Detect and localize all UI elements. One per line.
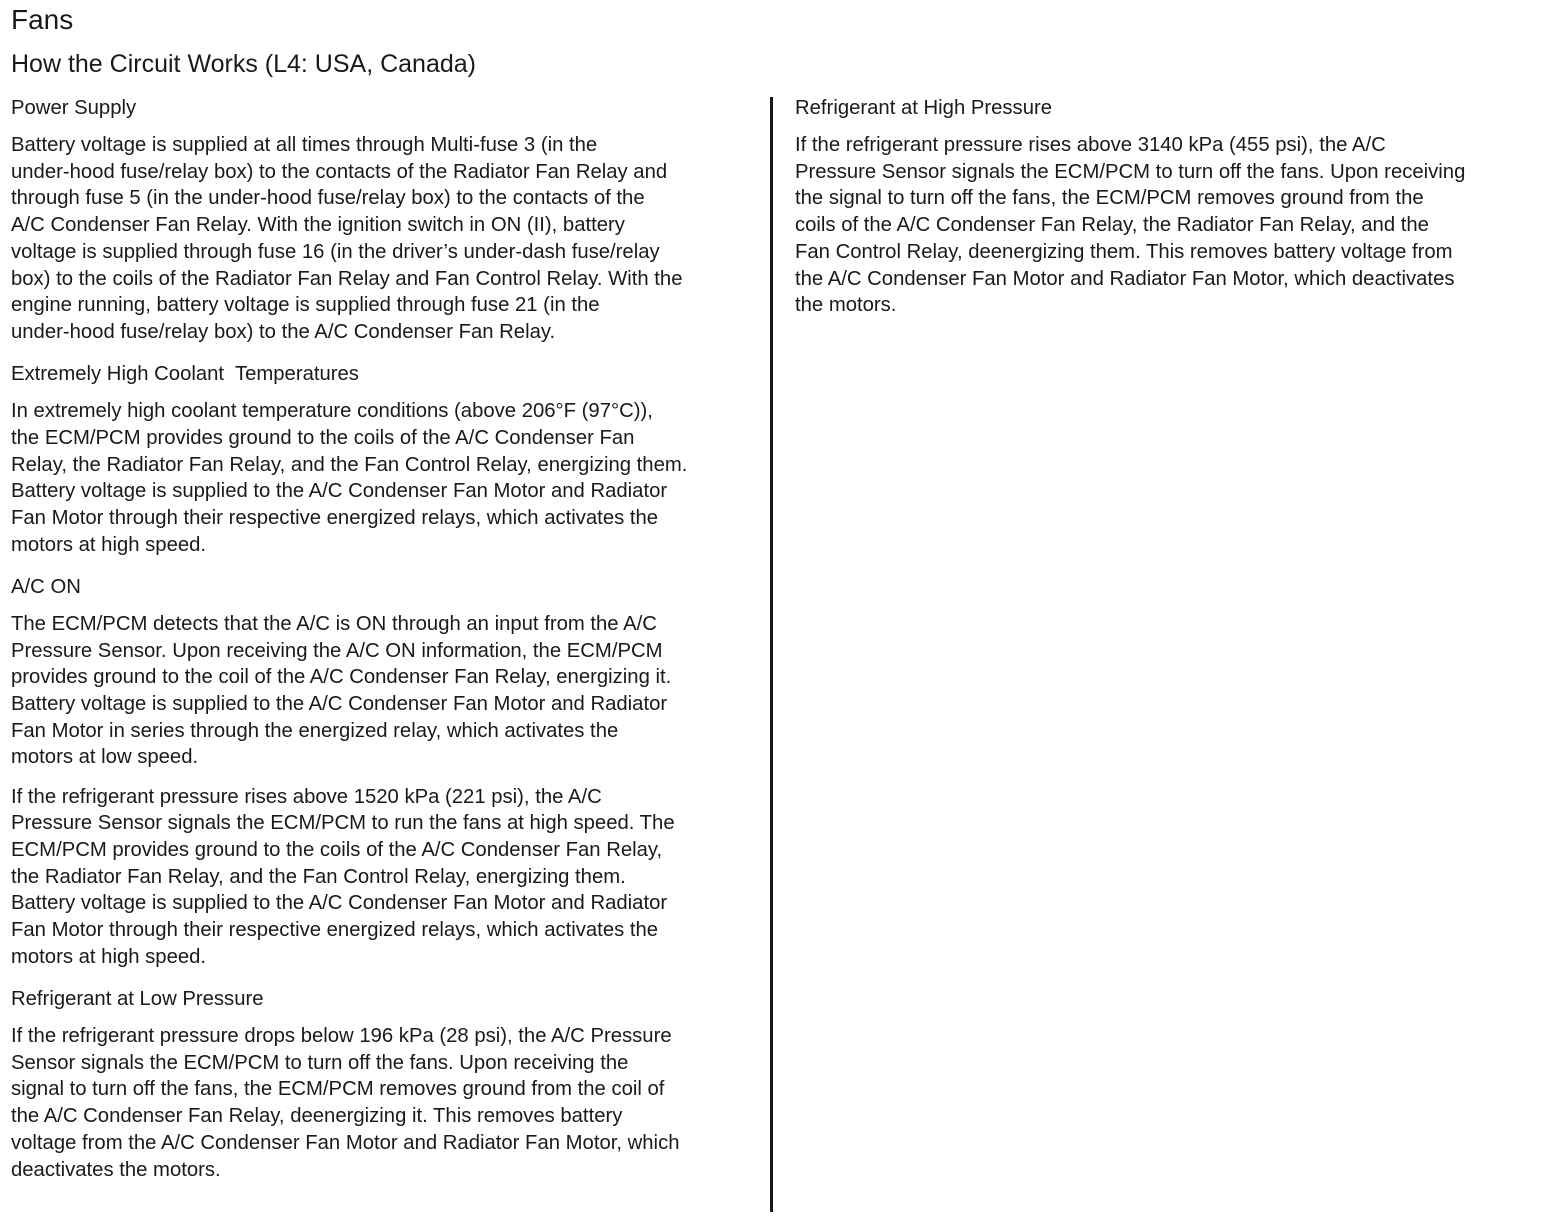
section-heading: A/C ON (11, 575, 81, 598)
section-paragraph: The ECM/PCM detects that the A/C is ON through an input from the A/C Pressure Sensor. Upon receiving the A/C ON information, the ECM/PCM provides ground to the coil of the A/C Condenser Fan Relay, energizing it. Battery voltage is supplied to the A/C Condenser Fan Motor and Radiator Fan Motor in series through the energized relay, which activates the motors at low speed. (11, 612, 672, 769)
page-subtitle: How the Circuit Works (L4: USA, Canada) (11, 50, 476, 78)
section-heading: Extremely High Coolant Temperatures (11, 363, 359, 386)
section-paragraph: If the refrigerant pressure drops below 196 kPa (28 psi), the A/C Pressure Sensor signals the ECM/PCM to turn off the fans. Upon receiving the signal to turn off the fans, the ECM/PCM removes ground from the coil of the A/C Condenser Fan Relay, deenergizing it. This removes battery voltage from the A/C Condenser Fan Motor and Radiator Fan Motor, which deactivates the motors. (11, 1024, 680, 1181)
section-paragraph: In extremely high coolant temperature conditions (above 206°F (97°C)), the ECM/PCM provides ground to the coils of the A/C Condenser Fan Relay, the Radiator Fan Relay, and the Fan Control Relay, energizing them. Battery voltage is supplied to the A/C Condenser Fan Motor and Radiator Fan Motor through their respective energized relays, which activates the motors at high speed. (11, 400, 688, 556)
left-column (11, 92, 756, 1196)
section-refrigerant-high-pressure (795, 92, 1535, 319)
section-ac-on (11, 571, 756, 971)
section-power-supply (11, 92, 756, 346)
page-title: Fans (11, 4, 74, 35)
section-paragraph: Battery voltage is supplied at all times through Multi-fuse 3 (in the under-hood fuse/relay box) to the contacts of the Radiator Fan Relay and through fuse 5 (in the under-hood fuse/relay box) to the contacts of the A/C Condenser Fan Relay. With the ignition switch in ON (II), battery voltage is supplied through fuse 16 (in the driver’s under-dash fuse/relay box) to the coils of the Radiator Fan Relay and Fan Control Relay. With the engine running, battery voltage is supplied through fuse 21 (in the under-hood fuse/relay box) to the A/C Condenser Fan Relay. (11, 134, 683, 343)
section-heading: Refrigerant at Low Pressure (11, 987, 264, 1010)
section-paragraph: If the refrigerant pressure rises above 1520 kPa (221 psi), the A/C Pressure Sensor signals the ECM/PCM to run the fans at high speed. The ECM/PCM provides ground to the coils of the A/C Condenser Fan Relay, the Radiator Fan Relay, and the Fan Control Relay, energizing them. Battery voltage is supplied to the A/C Condenser Fan Motor and Radiator Fan Motor through their respective energized relays, which activates the motors at high speed. (11, 785, 675, 968)
section-refrigerant-low-pressure (11, 983, 756, 1183)
section-heading: Power Supply (11, 97, 137, 119)
section-heading: Refrigerant at High Pressure (795, 97, 1053, 119)
right-column (795, 92, 1535, 331)
section-paragraph: If the refrigerant pressure rises above 3140 kPa (455 psi), the A/C Pressure Sensor signals the ECM/PCM to turn off the fans. Upon receiving the signal to turn off the fans, the ECM/PCM removes ground from the coils of the A/C Condenser Fan Relay, the Radiator Fan Relay, and the Fan Control Relay, deenergizing them. This removes battery voltage from the A/C Condenser Fan Motor and Radiator Fan Motor, which deactivates the motors. (795, 134, 1466, 317)
column-divider (770, 97, 773, 1212)
section-extremely-high-coolant-temperatures (11, 358, 756, 558)
